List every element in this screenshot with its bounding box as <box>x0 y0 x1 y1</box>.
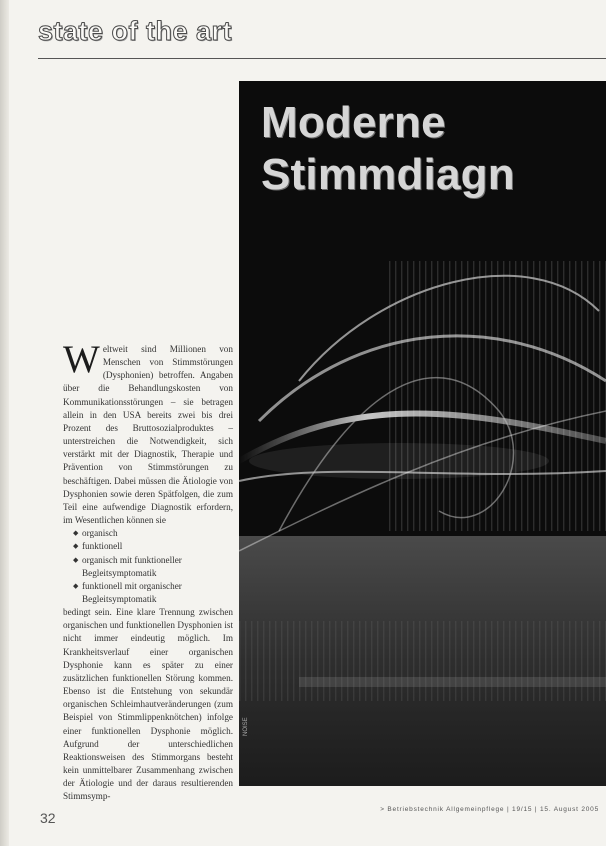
running-footer: > Betriebstechnik Allgemeinpflege | 19/15 | 15. August 2005 <box>380 806 599 813</box>
page-number: 32 <box>40 810 56 826</box>
drop-cap: W <box>63 338 100 381</box>
article-body <box>63 338 233 803</box>
list-item: ◆ organisch mit funktioneller Begleitsymptomatik <box>73 554 233 580</box>
section-header: state of the art <box>38 16 233 46</box>
photo-credit: NOISE <box>243 717 249 736</box>
intro-text: eltweit sind Millionen von Menschen von Stimmstörungen (Dysphonien) betroffen. Angaben über die Behandlungskosten von Kommunikationsstörungen – sie betragen allein in den USA bereits zwei bis drei Prozent des Bruttosozialproduktes – unterstreichen die Notwendigkeit, sich verstärkt mit der Diagnostik, Therapie und Prävention von Stimmstörungen zu beschäftigen. Dabei müssen die Ätiologie von Dysphonien sowie deren Spätfolgen, die zum Teil eine aufwendige Diagnostik erfordern, im Wesentlichen können sie <box>63 344 233 526</box>
continuation-paragraph: bedingt sein. Eine klare Trennung zwischen organischen und funktionellen Dysphonien ist nicht immer eindeutig möglich. Im Krankheitsverlauf einer organischen Dysphonie kann es später zu einer zusätzlichen funktionellen Störung kommen. Ebenso ist die Entstehung von sekundär organischen Schleimhautveränderungen (zum Beispiel von Stimmlippenknötchen) infolge einer funktionellen Dysphonie möglich. Aufgrund der unterschiedlichen Reaktionsweisen des Stimmorgans besteht kein unmittelbarer Zusammenhang zwischen der Ätiologie und der daraus resultierenden Stimmsymp- <box>63 607 233 802</box>
scan-edge <box>0 0 9 846</box>
header-rule <box>38 58 606 59</box>
hero-image <box>239 81 606 786</box>
list-item: ◆ funktionell <box>73 540 233 553</box>
cause-list <box>63 527 233 606</box>
list-item: ◆ funktionell mit organischer Begleitsymptomatik <box>73 580 233 606</box>
article-title: Moderne Stimmdiagn <box>261 98 515 199</box>
list-item: ◆ organisch <box>73 527 233 540</box>
intro-paragraph <box>63 338 233 527</box>
